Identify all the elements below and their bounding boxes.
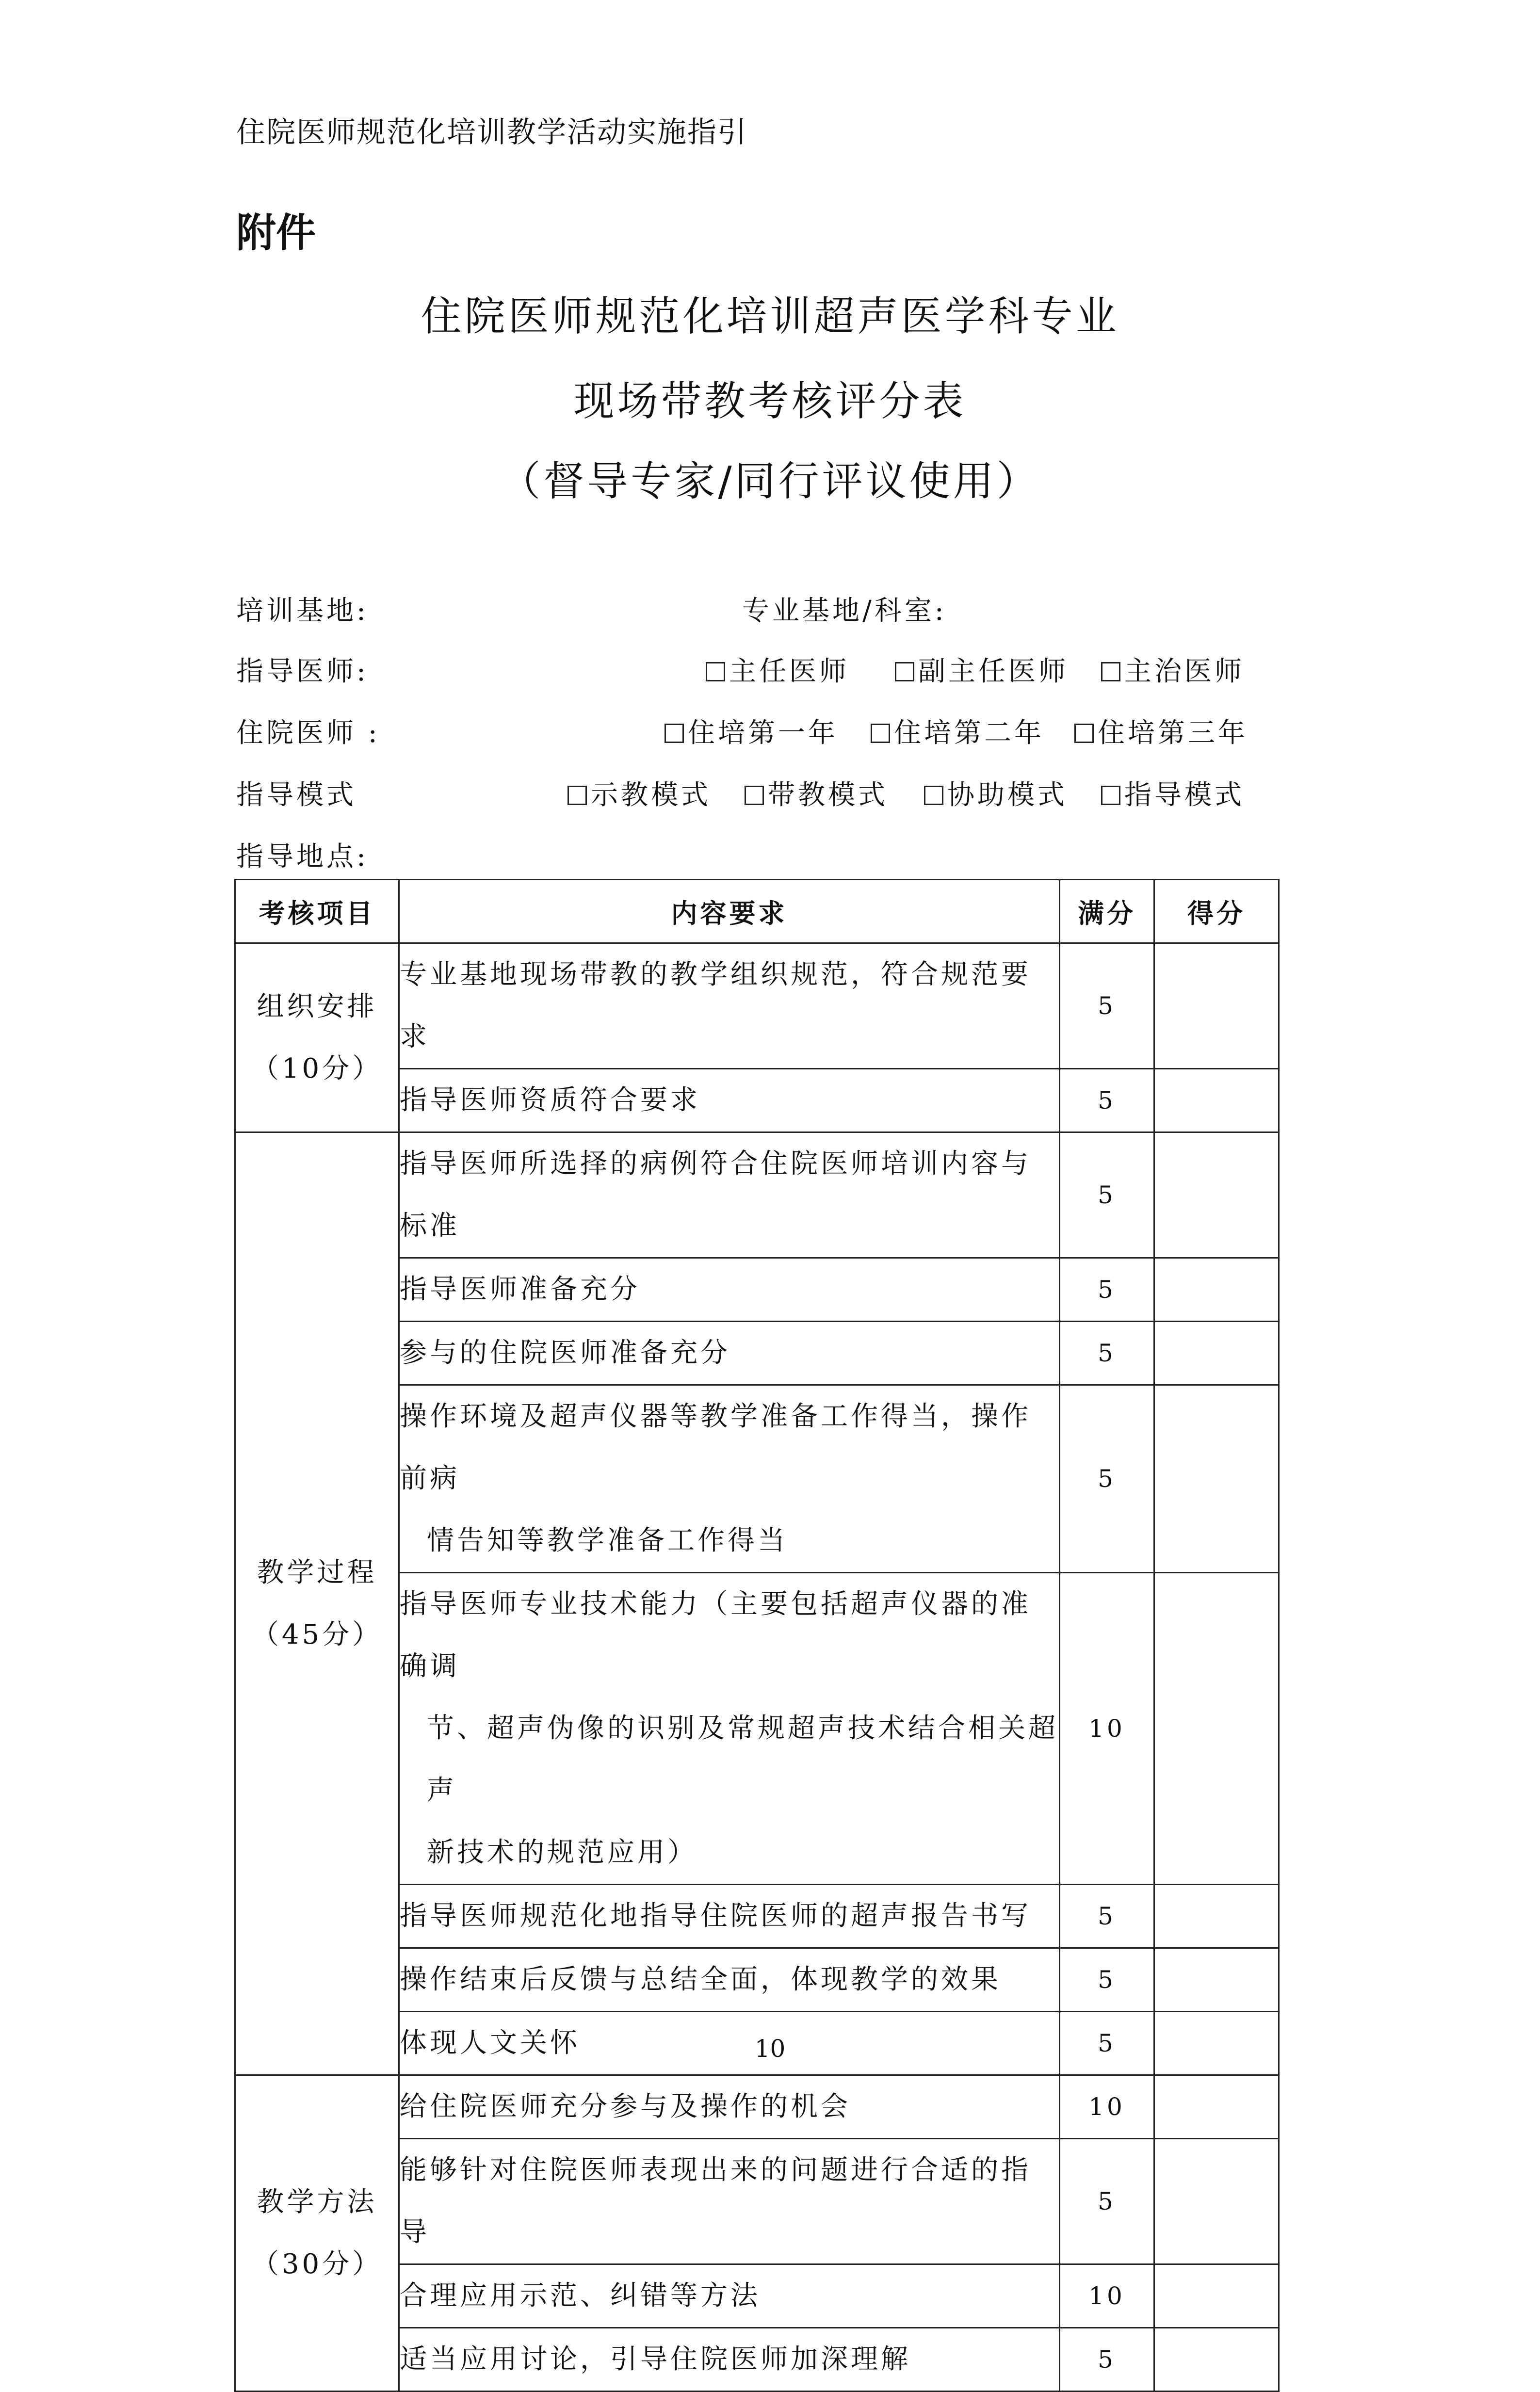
supervisor-option-attending[interactable]: 主治医师 (1101, 650, 1245, 689)
row-score-cell[interactable] (1154, 2075, 1279, 2139)
resident-option-year-1[interactable]: 住培第一年 (665, 711, 838, 750)
row-score-cell[interactable] (1154, 1573, 1279, 1885)
checkbox-icon[interactable] (567, 786, 587, 805)
page-number: 10 (754, 2035, 786, 2063)
resident-label: 住院医师 : (236, 717, 380, 749)
mode-option-assist[interactable]: 协助模式 (924, 774, 1068, 812)
row-content: 体现人文关怀 (399, 2012, 1060, 2075)
row-score-cell[interactable] (1154, 2139, 1279, 2264)
category-teaching-method: 教学方法 （30分） (235, 2075, 399, 2392)
table-header-row (235, 880, 1279, 943)
header-full-score: 满分 (1060, 880, 1154, 943)
category-teaching-process: 教学过程 （45分） (235, 1132, 399, 2075)
row-full-score: 5 (1060, 2328, 1154, 2392)
row-full-score: 10 (1060, 1573, 1154, 1885)
row-content: 指导医师规范化地指导住院医师的超声报告书写 (399, 1885, 1060, 1948)
row-content: 给住院医师充分参与及操作的机会 (399, 2075, 1060, 2139)
table-row (235, 2075, 1279, 2139)
resident-option-year-3[interactable]: 住培第三年 (1074, 711, 1248, 750)
checkbox-icon[interactable] (706, 662, 725, 681)
row-full-score: 5 (1060, 1885, 1154, 1948)
row-score-cell[interactable] (1154, 1258, 1279, 1322)
row-score-cell[interactable] (1154, 1948, 1279, 2012)
form-title-line-2: 现场带教考核评分表 (573, 377, 967, 425)
resident-option-year-2[interactable]: 住培第二年 (871, 711, 1044, 750)
mode-option-demo[interactable]: 示教模式 (567, 774, 711, 812)
annex-label: 附件 (236, 210, 316, 256)
row-content: 指导医师准备充分 (399, 1258, 1060, 1322)
row-score-cell[interactable] (1154, 2328, 1279, 2392)
row-full-score: 10 (1060, 2075, 1154, 2139)
row-full-score: 5 (1060, 943, 1154, 1069)
row-full-score: 5 (1060, 1132, 1154, 1258)
header-content: 内容要求 (399, 880, 1060, 943)
checkbox-icon[interactable] (1101, 662, 1120, 681)
row-content: 能够针对住院医师表现出来的问题进行合适的指导 (399, 2139, 1060, 2264)
table-row (235, 943, 1279, 1069)
row-score-cell[interactable] (1154, 1069, 1279, 1132)
location-label: 指导地点: (236, 841, 369, 873)
row-full-score: 5 (1060, 1948, 1154, 2012)
checkbox-icon[interactable] (1074, 724, 1094, 743)
row-content: 操作环境及超声仪器等教学准备工作得当，操作前病 情告知等教学准备工作得当 (399, 1385, 1060, 1573)
checkbox-icon[interactable] (1101, 786, 1120, 805)
row-content: 专业基地现场带教的教学组织规范，符合规范要求 (399, 943, 1060, 1069)
checkbox-icon[interactable] (895, 662, 914, 681)
row-score-cell[interactable] (1154, 1885, 1279, 1948)
supervisor-option-associate-chief[interactable]: 副主任医师 (895, 650, 1069, 689)
scoring-table (234, 879, 1280, 2392)
row-full-score: 10 (1060, 2264, 1154, 2328)
training-base-label: 培训基地: (236, 595, 369, 627)
row-content: 指导医师所选择的病例符合住院医师培训内容与标准 (399, 1132, 1060, 1258)
row-score-cell[interactable] (1154, 2264, 1279, 2328)
category-organization: 组织安排 （10分） (235, 943, 399, 1132)
header-score: 得分 (1154, 880, 1279, 943)
checkbox-icon[interactable] (745, 786, 764, 805)
row-full-score: 5 (1060, 1385, 1154, 1573)
row-score-cell[interactable] (1154, 1132, 1279, 1258)
form-title-line-1: 住院医师规范化培训超声医学科专业 (421, 292, 1119, 340)
row-full-score: 5 (1060, 1322, 1154, 1385)
form-title-line-3: （督导专家/同行评议使用） (500, 457, 1040, 505)
row-content: 操作结束后反馈与总结全面，体现教学的效果 (399, 1948, 1060, 2012)
row-full-score: 5 (1060, 1069, 1154, 1132)
supervisor-label: 指导医师: (236, 656, 369, 687)
row-score-cell[interactable] (1154, 943, 1279, 1069)
department-label: 专业基地/科室: (742, 595, 947, 627)
row-score-cell[interactable] (1154, 1322, 1279, 1385)
row-full-score: 5 (1060, 1258, 1154, 1322)
supervisor-option-chief[interactable]: 主任医师 (706, 650, 849, 689)
row-content: 参与的住院医师准备充分 (399, 1322, 1060, 1385)
row-full-score: 5 (1060, 2139, 1154, 2264)
row-content: 指导医师专业技术能力（主要包括超声仪器的准确调 节、超声伪像的识别及常规超声技术结合相关超声 新技术的规范应用） (399, 1573, 1060, 1885)
row-full-score: 5 (1060, 2012, 1154, 2075)
table-row (235, 1132, 1279, 1258)
row-content: 合理应用示范、纠错等方法 (399, 2264, 1060, 2328)
header-item: 考核项目 (235, 880, 399, 943)
row-score-cell[interactable] (1154, 1385, 1279, 1573)
running-header: 住院医师规范化培训教学活动实施指引 (236, 115, 747, 149)
mode-label: 指导模式 (236, 779, 357, 811)
row-content: 适当应用讨论，引导住院医师加深理解 (399, 2328, 1060, 2392)
checkbox-icon[interactable] (871, 724, 890, 743)
row-content: 指导医师资质符合要求 (399, 1069, 1060, 1132)
mode-option-teaching[interactable]: 带教模式 (745, 774, 888, 812)
checkbox-icon[interactable] (665, 724, 684, 743)
checkbox-icon[interactable] (924, 786, 943, 805)
mode-option-guide[interactable]: 指导模式 (1101, 774, 1245, 812)
